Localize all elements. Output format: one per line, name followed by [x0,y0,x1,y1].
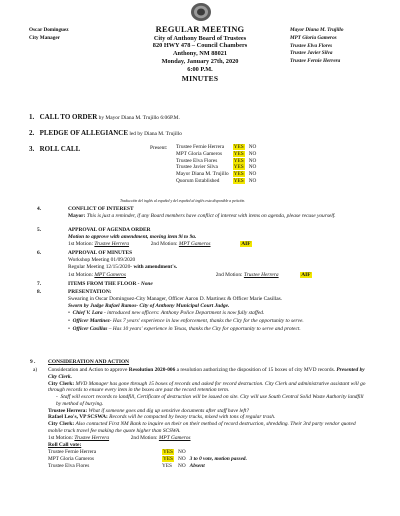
header-left [29,27,69,43]
presentation-bullets [68,310,368,332]
page-title: REGULAR MEETING [155,24,245,34]
roll-call-present-label: Present: [150,145,168,151]
item-floor-title: ITEMS FROM THE FLOOR - None [68,281,153,287]
item-9a-body [48,367,368,469]
vote-table [46,449,249,469]
item-number: 6. [37,250,42,256]
roll-call-table [174,144,258,185]
item-consideration-title: CONSIDERATION AND ACTION [48,359,130,365]
list-item: • Chief V. Lara - introduced new officers: Anthony Police Department is now fully staffed. [68,310,265,316]
table-row: MPT Gloria Gameros YES NO 3 to 0 vote, motion passed. [48,455,247,462]
header-line-1: City of Anthony Board of Trustees [153,34,247,42]
section-pledge: 2. PLEDGE OF ALLEGIANCE led by Diana M. Trujillo [29,129,182,137]
item-number: 5. [37,227,42,233]
header-center [110,24,290,83]
board-member: Trustee Javier Silva [290,50,333,57]
item-conflict-title: CONFLICT OF INTEREST [68,206,134,212]
minutes-heading: MINUTES [181,73,219,83]
agenda-motions-line: 1st Motion: Trustee Herrera 2nd Motion: MPT Gameros AIF [68,241,251,247]
item-minutes-title: APPROVAL OF MINUTES [68,250,133,256]
item-number: 4. [37,206,42,212]
item-agenda-title: APPROVAL OF AGENDA ORDER [68,227,151,233]
table-row: MPT Gloria Gameros YES NO [176,150,257,157]
minutes-line-1: Workshop Meeting 01/09/2020 [68,257,136,263]
header-right [290,27,343,66]
roll-call-vote-title: Roll Call vote: [48,442,82,449]
city-seal-icon [190,2,212,22]
item-presentation-title: PRESENTATION: [68,289,112,295]
item-9a-city-clerk: City Clerk: MVD Manager has gone through 15 boxes of records and asked for record destruction. City Clerk and administrative assistant will go through records to ensure every item in the boxes are past the record retention term. [48,380,366,394]
table-row: Mayor Diana M. Trujillo YES NO [176,171,257,178]
item-number: 8. [37,289,42,295]
agenda-motion: Motion to approve with amendment, moving item 9i to 9a. [68,234,197,240]
section-roll-call: 3. ROLL CALL [29,145,81,153]
item-9a-label: a) [33,367,38,373]
city-manager-title: City Manager [29,34,60,41]
board-member: MPT Gloria Gameros [290,34,337,41]
minutes-line-2: Regular Meeting 12/15/2020- with amendment's. [68,264,178,270]
board-member: Mayor Diana M. Trujillo [290,27,344,33]
item-number: 7. [37,281,42,287]
translation-note: Traducción del inglés al español y del español al inglés esta disponible a petición. [120,199,246,203]
item-9a-city-clerk-2: City Clerk: Also contacted First NM Bank to inquire on their on their method of record destruction, shredding. Their 3rd party vendor quoted mobile truck travel fee making the quote higher than SCSWA. [48,421,356,434]
table-row: Trustee Javier Silva YES NO [176,164,257,171]
table-row: Trustee Elva Flores YES NO [176,157,257,164]
header-line-4: Monday, January 27th, 2020 [161,58,239,66]
section-call-to-order: 1. CALL TO ORDER by Mayor Diana M. Trujillo 6:06P.M. [29,113,180,121]
table-row: Trustee Fernie Herrera YES NO [48,449,186,456]
item-9a-dash: - Staff will escort records to landfill, Certificate of destruction will be issued on site. City will use South Central Solid Waste Authority landfill by method of burying. [56,394,364,407]
board-member: Trustee Elva Flores [290,42,333,49]
presentation-line-2: Sworn by Judge Rafael Ramos- City of Anthony Municipal Court Judge. [68,303,230,309]
item-9a-trustee-herrera: Trustee Herrera: What if someone goes and dig up sensitive documents after staff have left? [48,407,250,414]
list-item: • Officer Casillas – Has 10 years' experience in Texas, thanks the City for opportunity to serve and protect. [68,325,301,332]
header-line-2: 820 HWY 478 – Council Chambers [152,42,248,50]
presentation-line-1: Swearing in Oscar Dominguez-City Manager, Officer Aaron D. Martinez & Officer Marie Casillas. [68,296,283,302]
header-line-3: Anthony, NM 88021 [172,50,228,58]
table-row: Trustee Elva Flores YES NO Absent [48,462,205,469]
board-member: Trustee Fernie Herrera [290,58,341,65]
item-9a-rafael: Rafael Leo's, VP SCSWA: Records will be compacted by heavy trucks, mixed with tons of regular trash. [48,414,276,421]
item-conflict-text: Mayor: This is just a reminder, if any Board members have conflict of interest with items on agenda, please recuse yourself. [68,213,336,219]
table-row: Quorum Established YES NO [176,178,257,185]
table-row: Trustee Fernie Herrera YES NO [176,144,257,151]
city-manager-name: Oscar Dominguez [29,27,69,33]
item-number: 9 . [30,359,36,365]
minutes-motions-line: 1st Motion: MPT Gameros 2nd Motion: Trustee Herrera AIF [68,272,311,278]
list-item: • Officer Martinez- Has 7 years' experience in law enforcement, thanks the City for the opportunity to serve. [68,317,304,324]
item-9a-description: Consideration and Action to approve Resolution 2020-006 a resolution authorizing the disposition of 15 boxes of city MVD records. Presented by City Clerk. [48,367,365,380]
header-line-5: 6:00 P.M. [187,66,213,74]
item-9a-motions-line: 1st Motion: Trustee Herrera 2nd Motion: MPT Gameros [48,434,191,441]
